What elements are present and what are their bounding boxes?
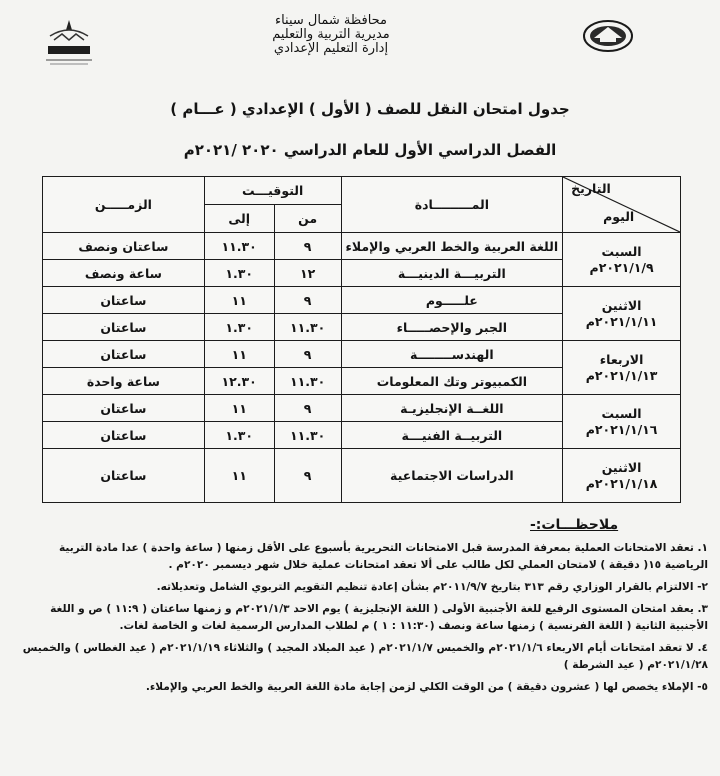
duration-cell: ساعتان xyxy=(43,395,205,422)
note-item: ١. تعقد الامتحانات العملية بمعرفة المدرسة قبل الامتحانات التحريرية بأسبوع على الأقل زمنها ( ساعة واحدة ) عدا مادة التربية الرياضية ١٥( دقيقة ) لامتحان العملي لكل طالب على ألا تعقد امتحانات عملية خلال شهر ديسمبر ٢٠٢٠م . xyxy=(58,542,708,571)
duration-cell: ساعتان ونصف xyxy=(43,233,205,260)
duration-cell: ساعتان xyxy=(43,341,205,368)
timing-header: التوقيـــت xyxy=(204,177,341,205)
duration-cell: ساعتان xyxy=(43,287,205,314)
header-administration: إدارة التعليم الإعدادي xyxy=(273,41,389,56)
subject-cell: الكمبيوتر وتك المعلومات xyxy=(341,368,563,395)
to-cell: ١١.٣٠ xyxy=(204,233,274,260)
subject-header: المـــــــــادة xyxy=(341,177,563,233)
subject-cell: التربيـــة الدينيـــة xyxy=(341,260,563,287)
from-cell: ١١.٣٠ xyxy=(274,422,341,449)
from-cell: ٩ xyxy=(274,449,341,503)
to-cell: ١.٣٠ xyxy=(204,260,274,287)
note-item: ٣. يعقد امتحان المستوى الرفيع للغة الأجنبية الأولى ( اللغة الإنجليزية ) يوم الاحد ٢٠٢١/١/٣م و زمنها ساعتان ( ١١:٩ ) ص و اللغة الأجنبية الثانية ( اللغة الفرنسية ) زمنها ساعة ونصف (١١:٣٠ : ١ ) م لطلاب المدارس الرسمية لغات و الخاصة لغات. xyxy=(50,603,708,632)
ministry-emblem-icon xyxy=(582,18,634,54)
subject-cell: الدراسات الاجتماعية xyxy=(341,449,563,503)
day-date-cell xyxy=(563,233,681,287)
header-directorate: مديرية التربية والتعليم xyxy=(272,27,390,42)
exam-date: ٢٠٢١/١/١٣م xyxy=(585,367,658,383)
to-cell: ١١ xyxy=(204,341,274,368)
subject-cell: الجبر والإحصـــــاء xyxy=(341,314,563,341)
from-cell: ٩ xyxy=(274,233,341,260)
day-name: الاثنين xyxy=(601,297,642,313)
day-date-cell xyxy=(563,287,681,341)
table-row xyxy=(43,233,681,260)
exam-date: ٢٠٢١/١/٩م xyxy=(589,259,654,275)
to-cell: ١.٣٠ xyxy=(204,314,274,341)
from-cell: ١٢ xyxy=(274,260,341,287)
to-cell: ١١ xyxy=(204,395,274,422)
table-row xyxy=(43,287,681,314)
header-governorate: محافظة شمال سيناء xyxy=(274,13,388,28)
date-day-header xyxy=(563,177,681,233)
note-item: ٢- الالتزام بالقرار الوزاري رقم ٣١٣ بتاريخ ٢٠١١/٩/٧م بشأن إعادة تنظيم التقويم التربوي الشامل وتعديلاته. xyxy=(156,581,708,593)
schedule-body xyxy=(43,233,681,503)
from-header: من xyxy=(274,205,341,233)
to-header: إلى xyxy=(204,205,274,233)
table-row xyxy=(43,395,681,422)
from-cell: ٩ xyxy=(274,341,341,368)
day-date-cell xyxy=(563,449,681,503)
duration-header: الزمـــــن xyxy=(43,177,205,233)
day-name: الاربعاء xyxy=(599,351,644,367)
to-cell: ١.٣٠ xyxy=(204,422,274,449)
schedule-subtitle: الفصل الدراسي الأول للعام الدراسي ٢٠٢٠ /٢٠٢١م xyxy=(183,141,557,159)
notes-title: ملاحظـــات:- xyxy=(530,517,619,533)
date-header: التاريخ xyxy=(571,181,611,196)
day-name: السبت xyxy=(601,243,642,259)
duration-cell: ساعة واحدة xyxy=(43,368,205,395)
day-header: اليوم xyxy=(603,209,635,224)
subject-cell: اللغــة الإنجليزيـة xyxy=(341,395,563,422)
directorate-logo-icon xyxy=(40,16,98,68)
day-date-cell xyxy=(563,395,681,449)
day-date-cell xyxy=(563,341,681,395)
to-cell: ١٢.٣٠ xyxy=(204,368,274,395)
from-cell: ١١.٣٠ xyxy=(274,368,341,395)
note-item: ٤. لا تعقد امتحانات أيام الاربعاء ٢٠٢١/١/٦م والخميس ٢٠٢١/١/٧م ( عيد الميلاد المجيد ) والثلاثاء ٢٠٢١/١/١٩م ( عيد الغطاس ) والخميس ٢٠٢١/١/٢٨م ( عيد الشرطة ) xyxy=(22,642,708,671)
day-name: الاثنين xyxy=(601,459,642,475)
table-row xyxy=(43,341,681,368)
duration-cell: ساعتان xyxy=(43,449,205,503)
duration-cell: ساعتان xyxy=(43,422,205,449)
to-cell: ١١ xyxy=(204,449,274,503)
schedule-title: جدول امتحان النقل للصف ( الأول ) الإعدادي ( عـــام ) xyxy=(170,100,570,118)
note-item: ٥- الإملاء يخصص لها ( عشرون دقيقة ) من الوقت الكلي لزمن إجابة مادة اللغة العربية والخط العربي والإملاء. xyxy=(145,681,708,693)
from-cell: ٩ xyxy=(274,395,341,422)
duration-cell: ساعتان xyxy=(43,314,205,341)
duration-cell: ساعة ونصف xyxy=(43,260,205,287)
day-name: السبت xyxy=(601,405,642,421)
from-cell: ١١.٣٠ xyxy=(274,314,341,341)
subject-cell: الهندســــــــة xyxy=(341,341,563,368)
subject-cell: علـــــوم xyxy=(341,287,563,314)
exam-date: ٢٠٢١/١/١١م xyxy=(585,313,658,329)
letterhead xyxy=(0,0,720,110)
notes-list xyxy=(20,540,708,701)
subject-cell: اللغة العربية والخط العربي والإملاء xyxy=(341,233,563,260)
exam-schedule-table xyxy=(42,176,681,503)
subject-cell: التربيــة الفنيـــة xyxy=(341,422,563,449)
to-cell: ١١ xyxy=(204,287,274,314)
from-cell: ٩ xyxy=(274,287,341,314)
exam-date: ٢٠٢١/١/١٦م xyxy=(585,421,658,437)
table-row xyxy=(43,449,681,503)
exam-date: ٢٠٢١/١/١٨م xyxy=(585,475,658,491)
